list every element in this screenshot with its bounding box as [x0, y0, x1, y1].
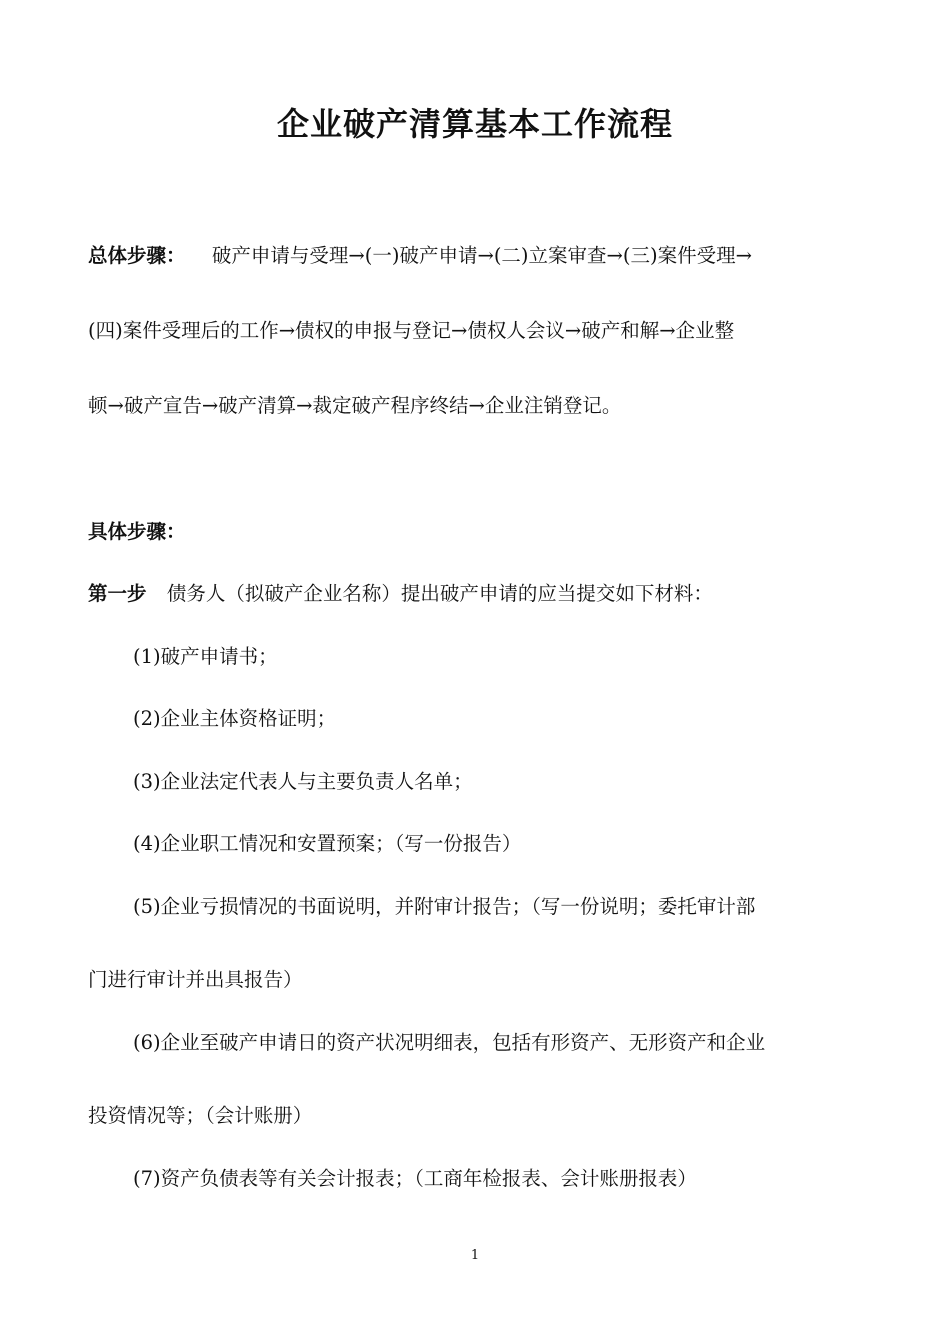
material-item-4: (4)企业职工情况和安置预案；（写一份报告）: [133, 832, 522, 855]
step-one-line: [88, 579, 713, 609]
material-item-6-continued: 投资情况等；（会计账册）: [88, 1104, 313, 1127]
step-one-label: 第一步: [88, 582, 147, 605]
overall-steps-line-3: 顿→破产宣告→破产清算→裁定破产程序终结→企业注销登记。: [88, 394, 622, 417]
material-item-5: (5)企业亏损情况的书面说明，并附审计报告；（写一份说明；委托审计部: [133, 895, 756, 918]
step-one-text: 债务人（拟破产企业名称）提出破产申请的应当提交如下材料：: [166, 582, 713, 605]
material-item-3: (3)企业法定代表人与主要负责人名单；: [133, 770, 473, 793]
overall-steps-text-1: 破产申请与受理→(一)破产申请→(二)立案审查→(三)案件受理→: [211, 244, 752, 267]
material-item-5-continued: 门进行审计并出具报告）: [88, 968, 303, 991]
page-number: 1: [470, 1248, 480, 1263]
document-title: 企业破产清算基本工作流程: [276, 105, 673, 143]
overall-steps-line-1: [88, 241, 752, 271]
material-item-2: (2)企业主体资格证明；: [133, 707, 337, 730]
material-item-1: (1)破产申请书；: [133, 645, 278, 668]
material-item-7: (7)资产负债表等有关会计报表；（工商年检报表、会计账册报表）: [133, 1167, 697, 1190]
material-item-6: (6)企业至破产申请日的资产状况明细表，包括有形资产、无形资产和企业: [133, 1031, 766, 1054]
overall-steps-label: 总体步骤：: [88, 244, 186, 267]
specific-steps-label: 具体步骤：: [88, 520, 186, 543]
overall-steps-line-2: (四)案件受理后的工作→债权的申报与登记→债权人会议→破产和解→企业整: [88, 319, 735, 342]
